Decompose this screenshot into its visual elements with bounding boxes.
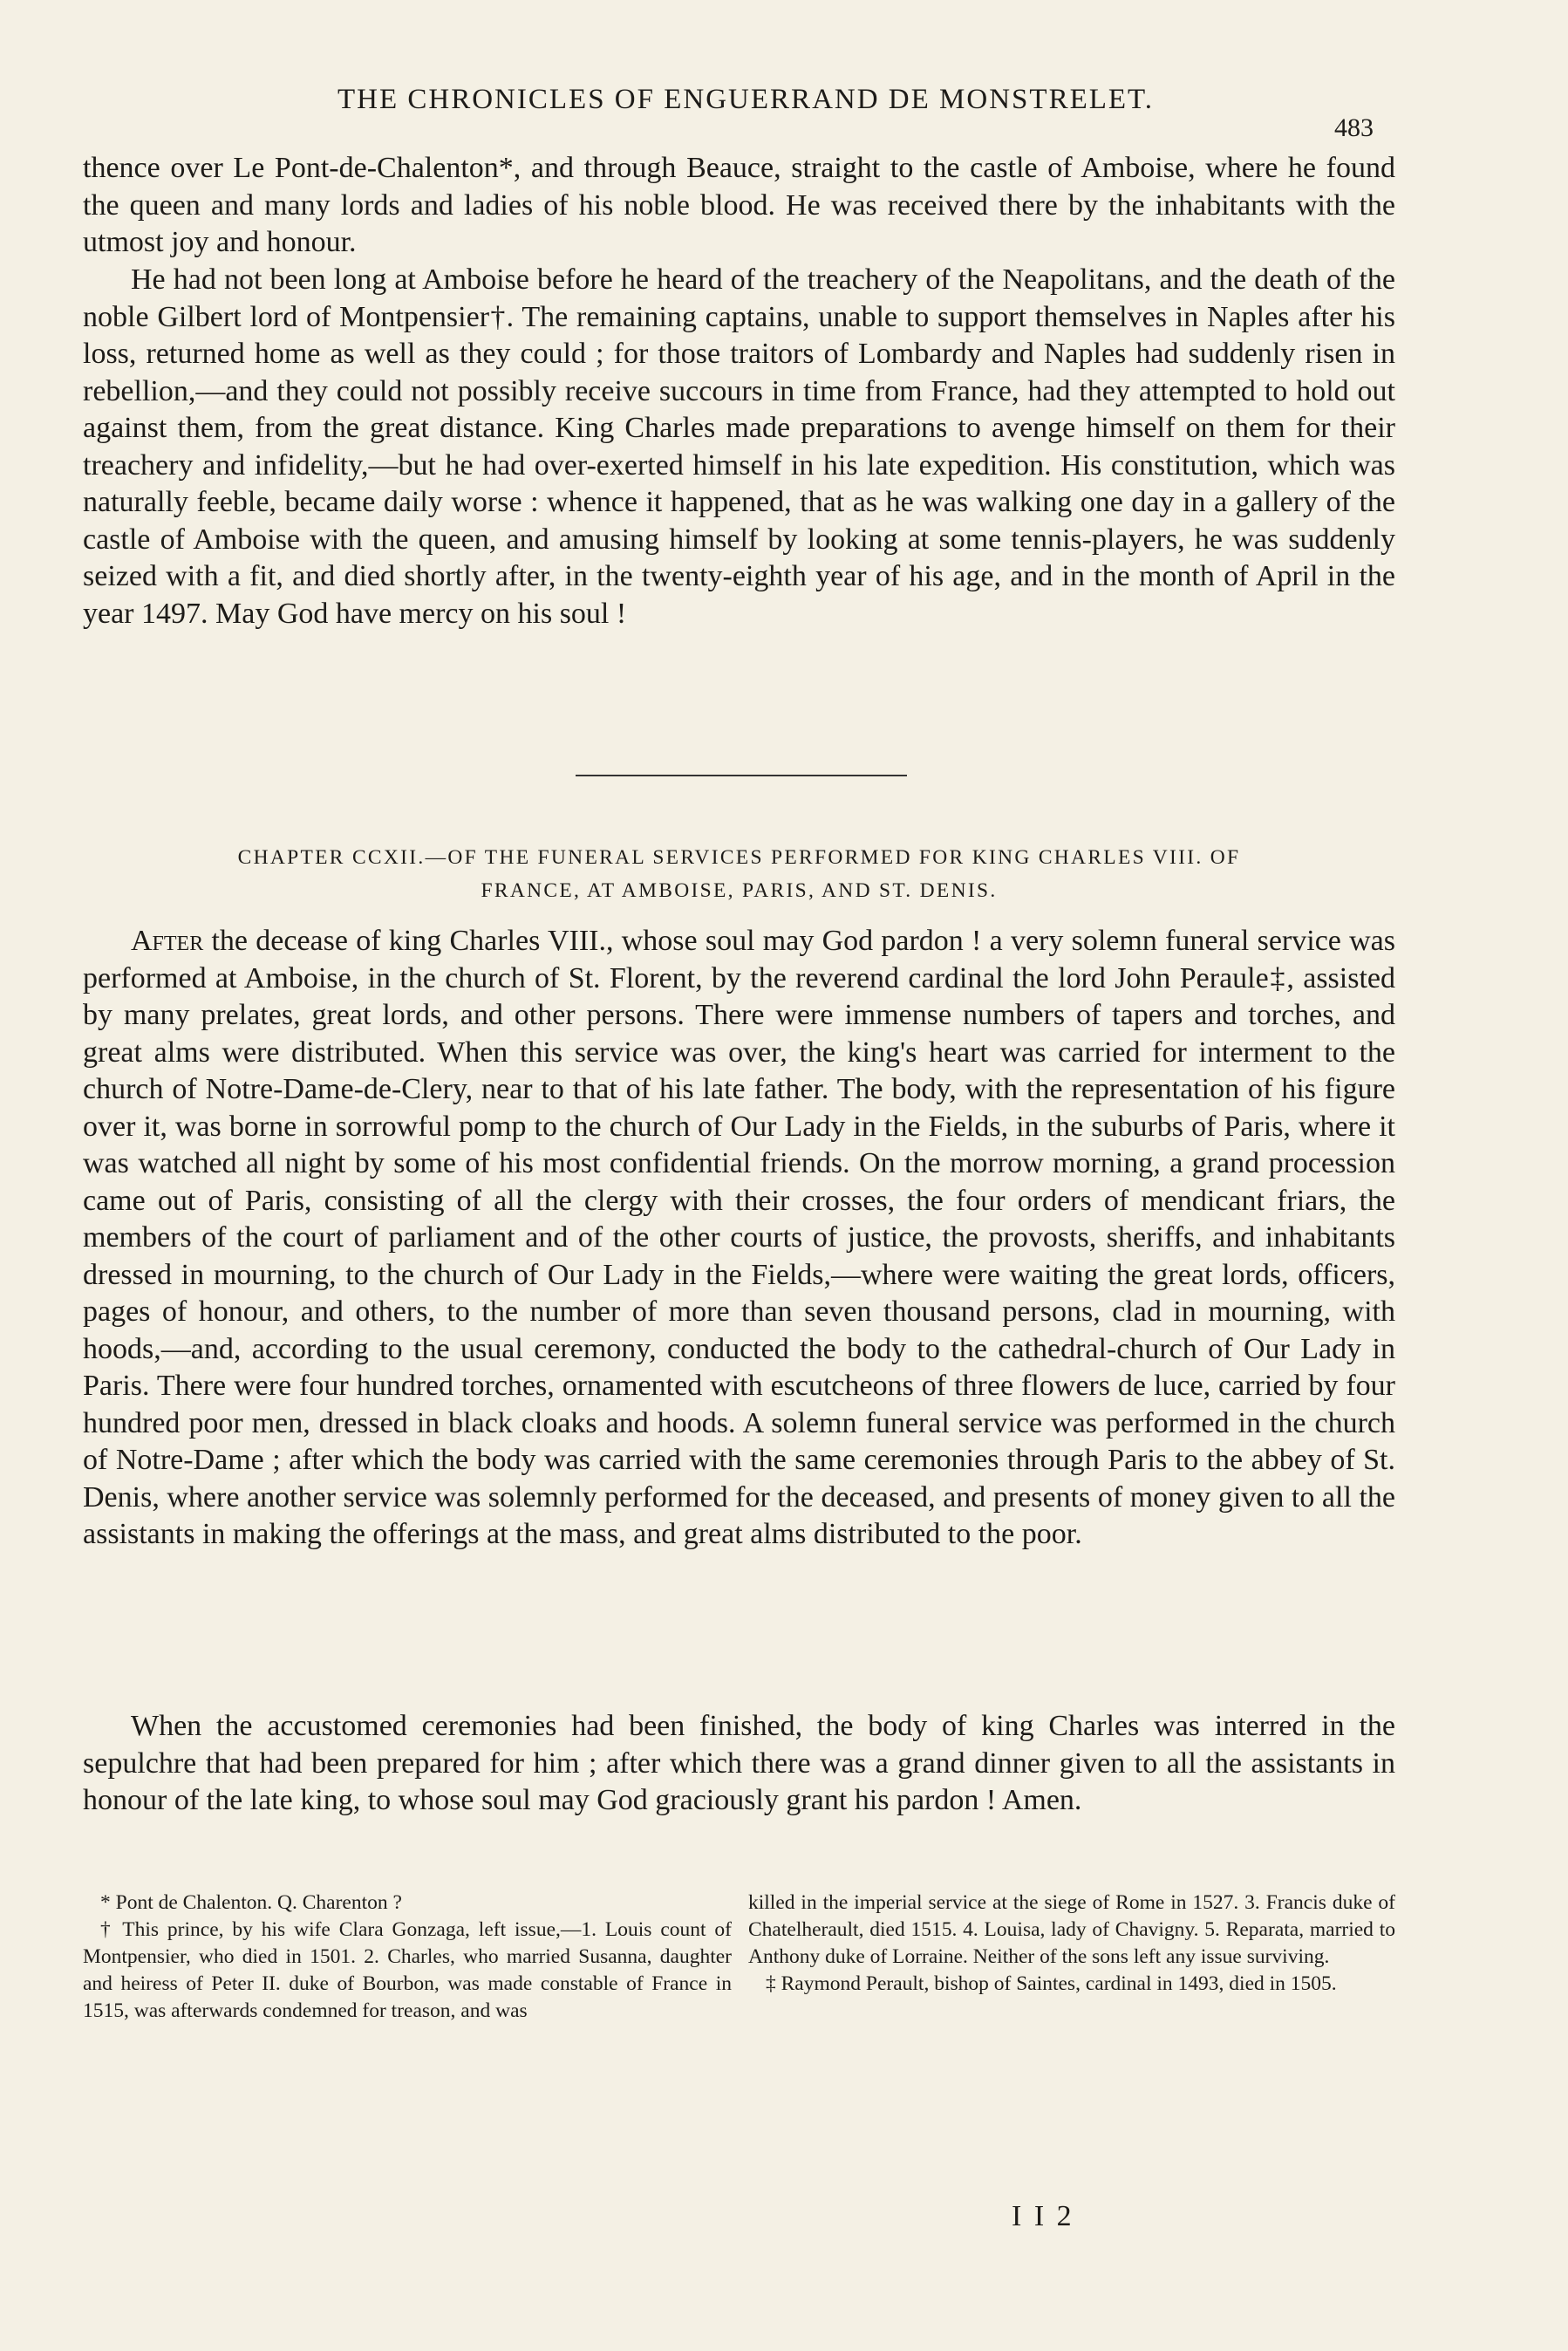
paragraph-continued (83, 150, 1395, 262)
chapter-heading (83, 841, 1395, 907)
paragraph-text: thence over Le Pont-de-Chalenton*, and through Beauce, straight to the castle of Amboise, where he found the queen and many lords and ladies of his noble blood. He was received there by the inhabitants with the utmost joy and honour. (83, 152, 1395, 258)
footnote: † This prince, by his wife Clara Gonzaga, left issue,—1. Louis count of Montpensier, who died in 1501. 2. Charles, who married Susanna, daughter and heiress of Peter II. duke of Bourbon, was made constable of France in 1515, was afterwards condemned for treason, and was (83, 1918, 732, 2022)
section-divider (576, 775, 907, 776)
chapter-heading-line: FRANCE, AT AMBOISE, PARIS, AND ST. DENIS. (481, 879, 998, 902)
footnotes-left-column (83, 1890, 732, 2025)
footnote: ‡ Raymond Perault, bishop of Saintes, cardinal in 1493, died in 1505. (766, 1972, 1337, 1995)
opening-word: After (131, 925, 204, 957)
paragraph-body: the decease of king Charles VIII., whose soul may God pardon ! a very solemn funeral service was performed at Amboise, in the church of St. Florent, by the reverend cardinal the lord John Peraule‡, assisted by many prelates, great lords, and other persons. There were immense numbers of tapers and torches, and great alms were distributed. When this service was over, the king's heart was carried for interment to the church of Notre-Dame-de-Clery, near to that of his late father. The body, with the representation of his figure over it, was borne in sorrowful pomp to the church of Our Lady in the Fields, in the suburbs of Paris, where it was watched all night by some of his most confidential friends. On the morrow morning, a grand procession came out of Paris, consisting of all the clergy with their crosses, the four orders of mendicant friars, the members of the court of parliament and of the other courts of justice, the provosts, sheriffs, and inhabitants dressed in mourning, to the church of Our Lady in the Fields,—where were waiting the great lords, officers, pages of honour, and others, to the number of more than seven thousand persons, clad in mourning, with hoods,—and, according to the usual ceremony, conducted the body to the cathedral-church of Our Lady in Paris. There were four hundred torches, ornamented with escutcheons of three flowers de luce, carried by four hundred poor men, dressed in black cloaks and hoods. A solemn funeral service was performed in the church of Notre-Dame ; after which the body was carried with the same ceremonies through Paris to the abbey of St. Denis, where another service was solemnly performed for the deceased, and presents of money given to all the assistants in making the offerings at the mass, and great alms distributed to the poor. (83, 925, 1395, 1550)
paragraph-text: He had not been long at Amboise before he heard of the treachery of the Neapolitans, and the death of the noble Gilbert lord of Montpensier†. The remaining captains, unable to support themselves in Naples after his loss, returned home as well as they could ; for those traitors of Lombardy and Naples had suddenly risen in rebellion,—and they could not possibly receive succours in time from France, had they attempted to hold out against them, from the great distance. King Charles made preparations to avenge himself on them for their treachery and infidelity,—but he had over-exerted himself in his late expedition. His constitution, which was naturally feeble, became daily worse : whence it happened, that as he was walking one day in a gallery of the castle of Amboise with the queen, and amusing himself by looking at some tennis-players, he was suddenly seized with a fit, and died shortly after, in the twenty-eighth year of his age, and in the month of April in the year 1497. May God have mercy on his soul ! (83, 263, 1395, 630)
footnotes-right-column (748, 1890, 1395, 1998)
paragraph-text: When the accustomed ceremonies had been finished, the body of king Charles was interred in the sepulchre that had been prepared for him ; after which there was a grand dinner given to all the assistants in honour of the late king, to whose soul may God graciously grant his pardon ! Amen. (83, 1710, 1395, 1816)
footnote: * Pont de Chalenton. Q. Charenton ? (100, 1891, 402, 1914)
paragraph (83, 262, 1395, 632)
signature-mark: I I 2 (1012, 2200, 1074, 2232)
paragraph-text (83, 923, 1395, 1554)
footnote-continued: killed in the imperial service at the siege of Rome in 1527. 3. Francis duke of Chatelherault, died 1515. 4. Louisa, lady of Chavigny. 5. Reparata, married to Anthony duke of Lorraine. Neither of the sons left any issue surviving. (748, 1891, 1395, 1968)
paragraph (83, 1708, 1395, 1820)
chapter-heading-line: CHAPTER CCXII.—OF THE FUNERAL SERVICES PERFORMED FOR KING CHARLES VIII. OF (237, 846, 1241, 869)
running-title: THE CHRONICLES OF ENGUERRAND DE MONSTRELET. (337, 84, 1155, 115)
paragraph (83, 923, 1395, 1554)
page-number: 483 (1334, 113, 1374, 142)
